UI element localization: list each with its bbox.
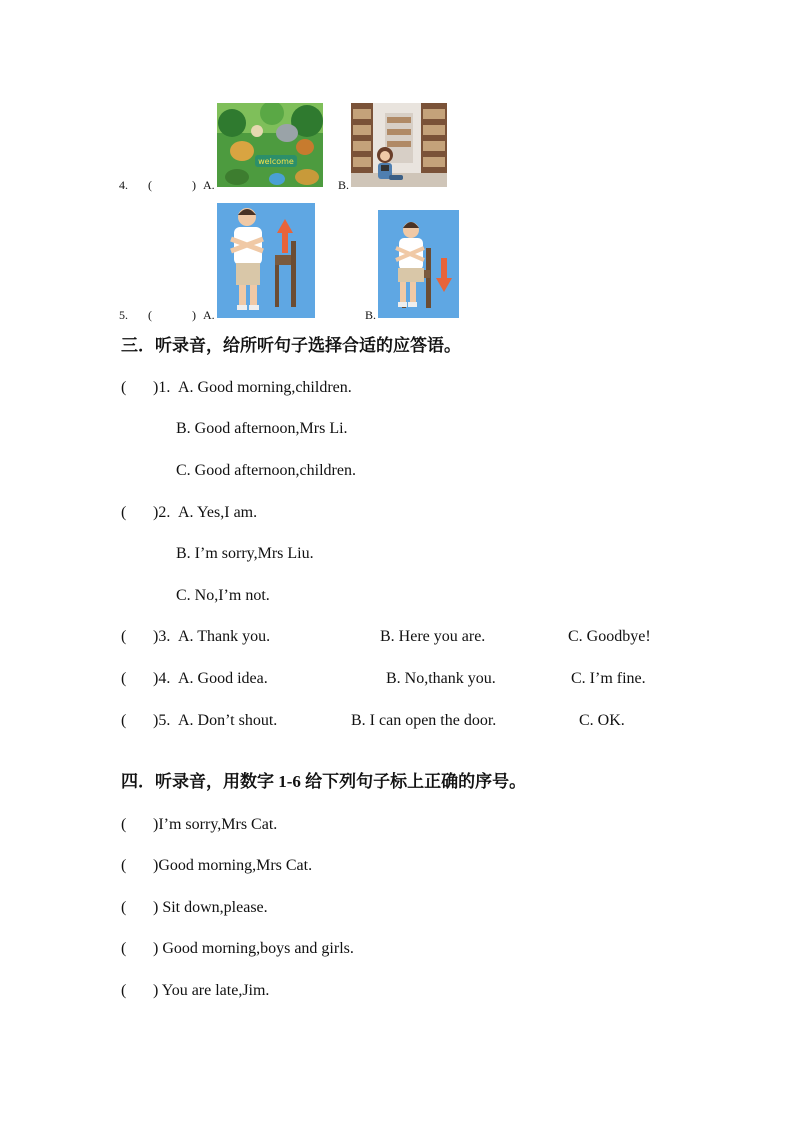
- option-b-label: B.: [365, 308, 377, 322]
- sit-down-picture[interactable]: [378, 210, 459, 318]
- option-b-label: B.: [338, 178, 350, 192]
- answer-paren[interactable]: (: [121, 816, 127, 833]
- answer-paren[interactable]: (: [121, 379, 127, 396]
- section-3-heading: 三．听录音，给所听句子选择合适的应答语。: [121, 336, 461, 355]
- option-a-label: A.: [203, 308, 215, 322]
- option-c: C. I’m fine.: [571, 670, 646, 687]
- answer-paren-open: (: [148, 308, 152, 322]
- zoo-picture[interactable]: [217, 103, 323, 187]
- question-number: )1.: [153, 379, 171, 396]
- question-number: )4.: [153, 670, 171, 687]
- option-b: B. Here you are.: [380, 628, 486, 645]
- sentence: ) Good morning,boys and girls.: [153, 940, 354, 957]
- answer-paren[interactable]: (: [121, 857, 127, 874]
- sentence: )I’m sorry,Mrs Cat.: [153, 816, 278, 833]
- question-number: )3.: [153, 628, 171, 645]
- option-c: C. Goodbye!: [568, 628, 651, 645]
- option-a: A. Thank you.: [178, 628, 271, 645]
- answer-paren[interactable]: (: [121, 940, 127, 957]
- option-a-label: A.: [203, 178, 215, 192]
- option-a: A. Good morning,children.: [178, 379, 352, 396]
- question-number: 4.: [119, 178, 128, 192]
- option-a: A. Don’t shout.: [178, 712, 278, 729]
- answer-paren-close: ): [192, 308, 196, 322]
- question-number: )2.: [153, 504, 171, 521]
- option-c: C. No,I’m not.: [176, 587, 270, 604]
- option-b: B. I’m sorry,Mrs Liu.: [176, 545, 314, 562]
- answer-paren[interactable]: (: [121, 899, 127, 916]
- answer-paren[interactable]: (: [121, 670, 127, 687]
- answer-paren[interactable]: (: [121, 712, 127, 729]
- option-a: A. Yes,I am.: [178, 504, 258, 521]
- sentence: ) You are late,Jim.: [153, 982, 270, 999]
- stand-up-illustration: [217, 203, 315, 318]
- welcome-sign-text: welcome: [258, 157, 294, 166]
- library-picture[interactable]: [351, 103, 447, 187]
- stand-up-picture[interactable]: [217, 203, 315, 318]
- library-illustration: [351, 103, 447, 187]
- sentence: ) Sit down,please.: [153, 899, 268, 916]
- question-number: 5.: [119, 308, 128, 322]
- sentence: )Good morning,Mrs Cat.: [153, 857, 313, 874]
- sit-down-illustration: [378, 210, 459, 318]
- option-b: B. I can open the door.: [351, 712, 497, 729]
- option-c: C. Good afternoon,children.: [176, 462, 356, 479]
- option-a: A. Good idea.: [178, 670, 268, 687]
- answer-paren-open: (: [148, 178, 152, 192]
- answer-paren[interactable]: (: [121, 982, 127, 999]
- option-c: C. OK.: [579, 712, 625, 729]
- section-4-heading: 四．听录音，用数字 1-6 给下列句子标上正确的序号。: [121, 772, 527, 791]
- option-b: B. No,thank you.: [386, 670, 496, 687]
- question-number: )5.: [153, 712, 171, 729]
- zoo-illustration: [217, 103, 323, 187]
- answer-paren[interactable]: (: [121, 628, 127, 645]
- answer-paren-close: ): [192, 178, 196, 192]
- option-b: B. Good afternoon,Mrs Li.: [176, 420, 348, 437]
- answer-paren[interactable]: (: [121, 504, 127, 521]
